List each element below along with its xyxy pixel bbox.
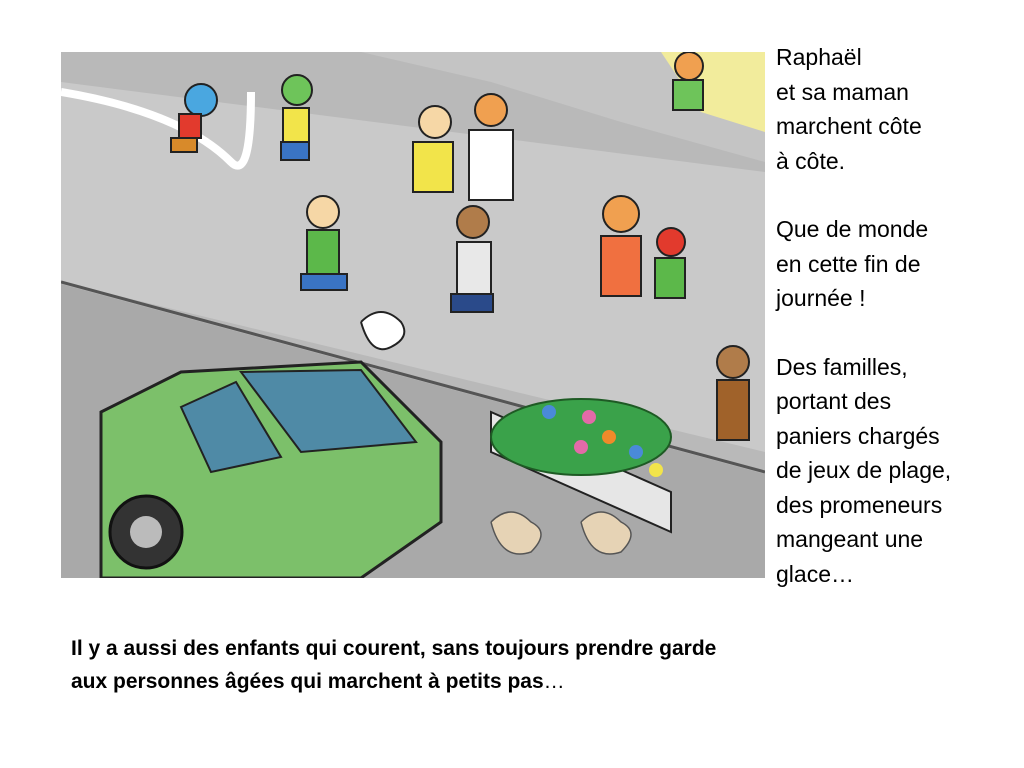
text-line: Que de monde — [776, 216, 929, 242]
paragraph-families — [776, 350, 1016, 592]
text-line: à côte. — [776, 147, 846, 174]
child-rollerblading-green-helmet — [281, 75, 312, 160]
text-line: marchent côte — [776, 113, 922, 139]
text-line: en cette fin de — [776, 250, 921, 277]
text-line: des promeneurs — [776, 491, 943, 518]
text-line: portant des — [776, 388, 892, 414]
woman-walking-with-bag — [451, 206, 493, 312]
text-line: Raphaël — [776, 44, 862, 70]
text-line: glace… — [776, 560, 854, 587]
caption — [71, 632, 971, 698]
text-line: paniers chargés — [776, 422, 940, 449]
text-line: journée ! — [776, 285, 866, 311]
street-scene-drawing — [61, 52, 765, 578]
paragraph-crowd — [776, 212, 1016, 316]
street-scene-illustration — [61, 52, 765, 578]
text-line: mangeant une — [776, 526, 924, 552]
paragraph-raphael — [776, 40, 1016, 178]
text-line: de jeux de plage, — [776, 457, 952, 483]
caption-line-1: Il y a aussi des enfants qui courent, sans toujours prendre garde — [71, 637, 717, 660]
text-line: et sa maman — [776, 78, 909, 105]
side-text — [776, 40, 1016, 625]
caption-line-2 — [71, 665, 971, 698]
text-line: Des familles, — [776, 353, 908, 380]
caption-line-2-text: aux personnes âgées qui marchent à petits pas — [71, 670, 544, 693]
green-car — [101, 362, 441, 578]
girl-sitting-on-wall — [673, 52, 703, 110]
caption-ellipsis: … — [543, 670, 565, 693]
man-with-ice-cream — [717, 346, 749, 440]
